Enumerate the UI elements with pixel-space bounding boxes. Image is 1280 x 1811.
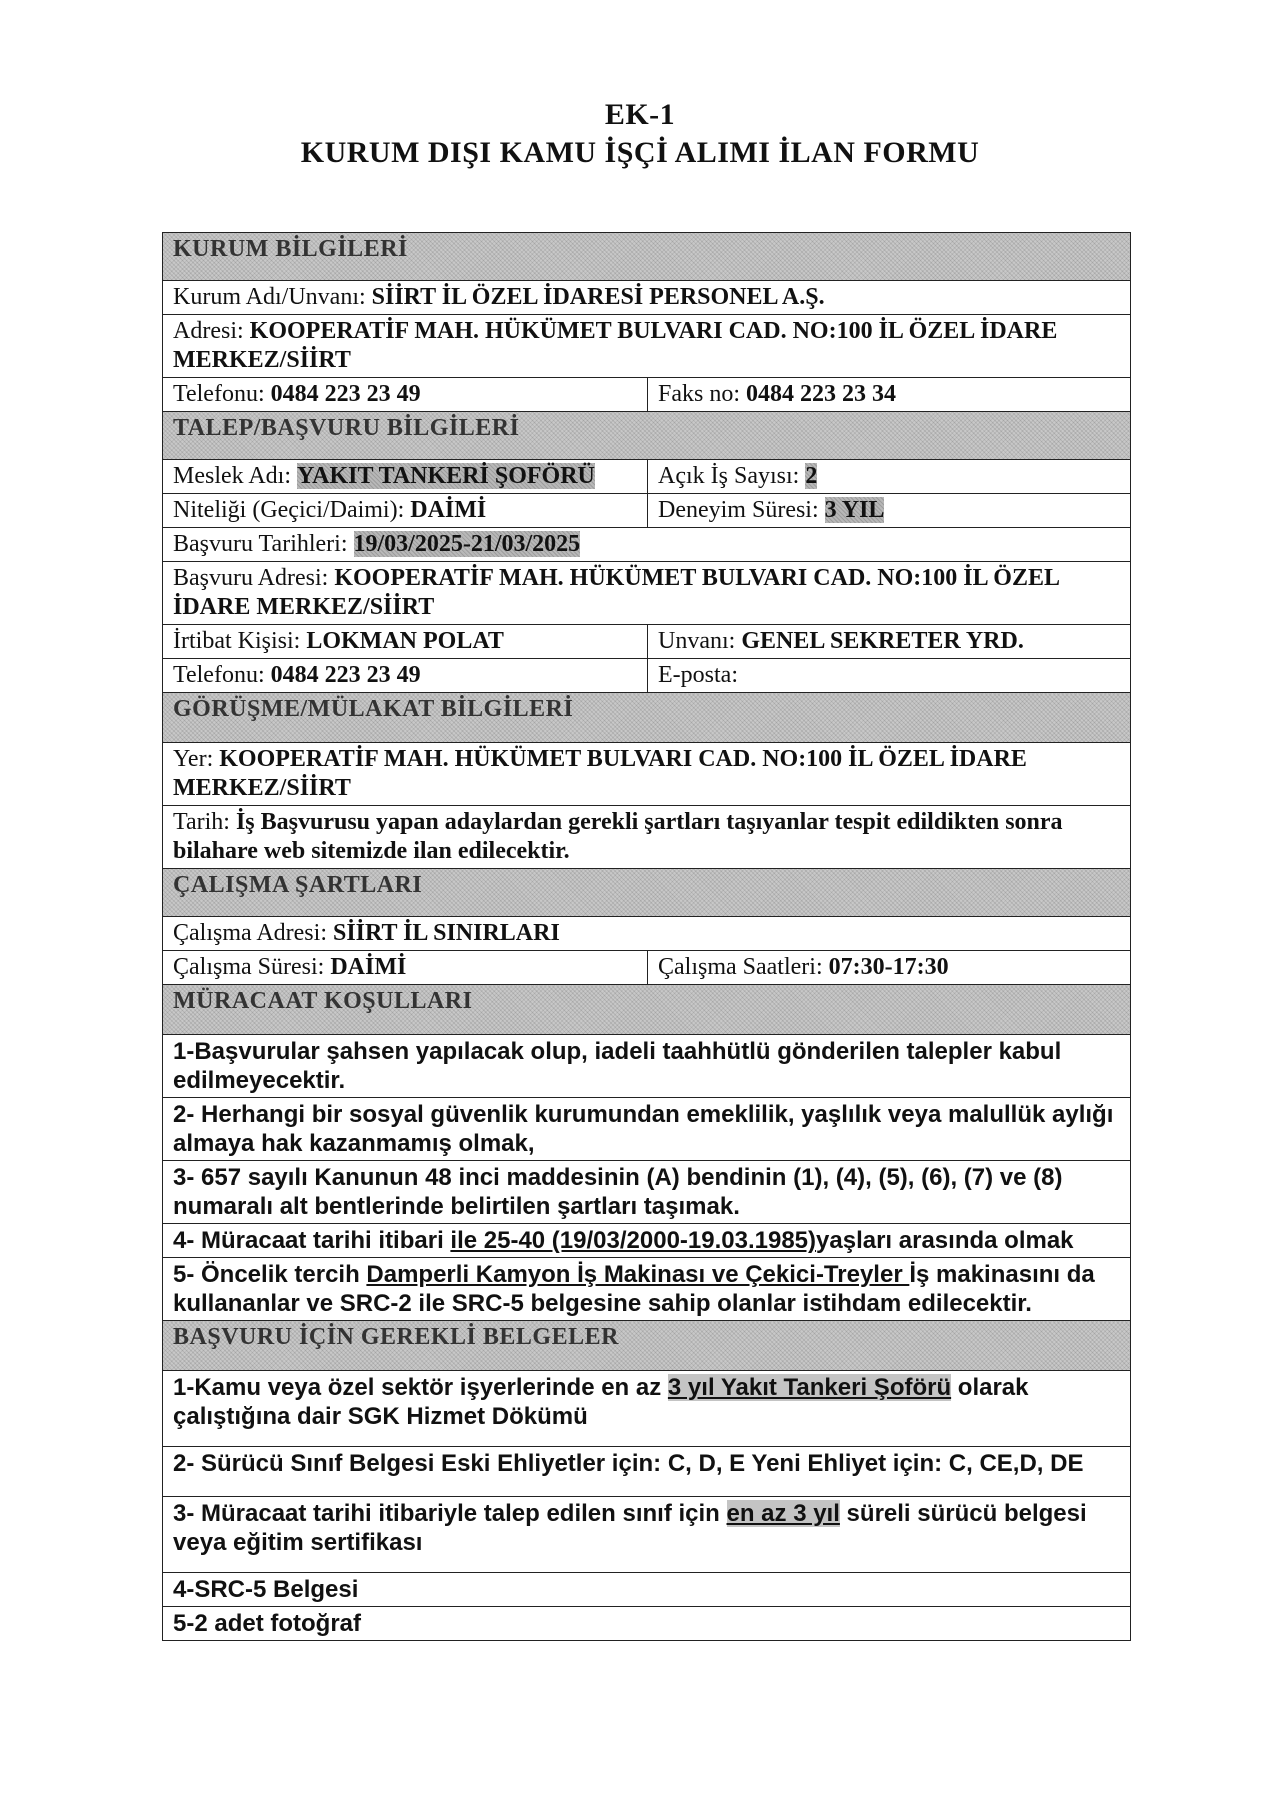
work-address-label: Çalışma Adresi:: [173, 920, 333, 946]
contact-phone-value: 0484 223 23 49: [270, 662, 421, 688]
interview-place-label: Yer:: [173, 746, 220, 772]
section-talep-header: TALEP/BAŞVURU BİLGİLERİ: [163, 412, 1131, 460]
work-duration-value: DAİMİ: [330, 954, 407, 980]
kurum-phone-cell: [163, 378, 648, 412]
application-address-label: Başvuru Adresi:: [173, 565, 335, 591]
interview-date-row: [163, 806, 1131, 869]
occupation-value: YAKIT TANKERİ ŞOFÖRÜ: [297, 463, 595, 489]
section-belgeler-header: BAŞVURU İÇİN GEREKLİ BELGELER: [163, 1321, 1131, 1371]
kurum-phone-value: 0484 223 23 49: [270, 381, 421, 407]
contact-person-cell: [163, 625, 648, 659]
form-code: EK-1: [604, 98, 676, 131]
condition-1: 1-Başvurular şahsen yapılacak olup, iadeli taahhütlü gönderilen talepler kabul edilmeyecektir.: [163, 1035, 1131, 1098]
document-3-part-a: 3- Müracaat tarihi itibariyle talep edilen sınıf için: [173, 1500, 727, 1527]
document-3-part-c: süreli sürücü belgesi veya eğitim sertifikası: [173, 1500, 1087, 1556]
work-address-row: [163, 917, 1131, 951]
condition-4-age-range: ile 25-40 (19/03/2000-19.03.1985): [450, 1227, 817, 1254]
contact-title-cell: [648, 625, 1131, 659]
interview-date-label: Tarih:: [173, 809, 236, 835]
work-duration-label: Çalışma Süresi:: [173, 954, 331, 980]
work-hours-value: 07:30-17:30: [828, 954, 949, 980]
condition-4-part-c: yaşları arasında olmak: [816, 1227, 1074, 1254]
nature-label: Niteliği (Geçici/Daimi):: [173, 497, 411, 523]
kurum-phone-label: Telefonu:: [173, 381, 271, 407]
kurum-fax-value: 0484 223 23 34: [746, 381, 897, 407]
kurum-name-label: Kurum Adı/Unvanı:: [173, 284, 372, 310]
open-positions-label: Açık İş Sayısı:: [658, 463, 806, 489]
application-form-table: [162, 232, 1131, 1641]
document-5: 5-2 adet fotoğraf: [163, 1607, 1131, 1641]
document-1-part-c: olarak çalıştığına dair SGK Hizmet Dökümü: [173, 1374, 1029, 1430]
section-gorusme-header: GÖRÜŞME/MÜLAKAT BİLGİLERİ: [163, 693, 1131, 743]
experience-value: 3 YIL: [824, 497, 885, 523]
experience-cell: [648, 494, 1131, 528]
occupation-cell: [163, 460, 648, 494]
nature-value: DAİMİ: [410, 497, 487, 523]
work-hours-cell: [648, 951, 1131, 985]
interview-place-value: KOOPERATİF MAH. HÜKÜMET BULVARI CAD. NO:100 İL ÖZEL İDARE MERKEZ/SİİRT: [173, 746, 1027, 801]
contact-person-value: LOKMAN POLAT: [306, 628, 504, 654]
application-address-value: KOOPERATİF MAH. HÜKÜMET BULVARI CAD. NO:100 İL ÖZEL İDARE MERKEZ/SİİRT: [173, 565, 1059, 620]
document-2: 2- Sürücü Sınıf Belgesi Eski Ehliyetler için: C, D, E Yeni Ehliyet için: C, CE,D, DE: [163, 1447, 1131, 1497]
condition-5-part-a: 5- Öncelik tercih: [173, 1261, 367, 1288]
contact-person-label: İrtibat Kişisi:: [173, 628, 307, 654]
work-hours-label: Çalışma Saatleri:: [658, 954, 829, 980]
condition-4: [163, 1224, 1131, 1258]
kurum-fax-cell: [648, 378, 1131, 412]
kurum-address-label: Adresi:: [173, 318, 250, 344]
document-1: [163, 1371, 1131, 1447]
application-dates-label: Başvuru Tarihleri:: [173, 531, 354, 557]
contact-title-value: GENEL SEKRETER YRD.: [741, 628, 1024, 654]
work-duration-cell: [163, 951, 648, 985]
condition-5: [163, 1258, 1131, 1321]
kurum-fax-label: Faks no:: [658, 381, 747, 407]
document-3-highlight: en az 3 yıl: [726, 1500, 840, 1527]
condition-3: 3- 657 sayılı Kanunun 48 inci maddesinin (A) bendinin (1), (4), (5), (6), (7) ve (8) numaralı alt bentlerinde belirtilen şartları taşımak.: [163, 1161, 1131, 1224]
nature-cell: [163, 494, 648, 528]
contact-title-label: Unvanı:: [658, 628, 742, 654]
contact-email-label: E-posta:: [658, 662, 738, 688]
open-positions-cell: [648, 460, 1131, 494]
kurum-name-value: SİİRT İL ÖZEL İDARESİ PERSONEL A.Ş.: [371, 284, 825, 310]
document-3: [163, 1497, 1131, 1573]
condition-5-part-c: İş makinasını da kullananlar ve SRC-2 ile SRC-5 belgesine sahip olanlar istihdam edilecektir.: [173, 1261, 1095, 1317]
work-address-value: SİİRT İL SINIRLARI: [332, 920, 560, 946]
section-kurum-header: KURUM BİLGİLERİ: [163, 233, 1131, 281]
section-calisma-header: ÇALIŞMA ŞARTLARI: [163, 869, 1131, 917]
document-4: 4-SRC-5 Belgesi: [163, 1573, 1131, 1607]
kurum-address-value: KOOPERATİF MAH. HÜKÜMET BULVARI CAD. NO:100 İL ÖZEL İDARE MERKEZ/SİİRT: [173, 318, 1058, 373]
condition-4-part-a: 4- Müracaat tarihi itibari: [173, 1227, 451, 1254]
contact-phone-cell: [163, 659, 648, 693]
application-dates-value: 19/03/2025-21/03/2025: [353, 531, 581, 557]
document-1-part-a: 1-Kamu veya özel sektör işyerlerinde en az: [173, 1374, 668, 1401]
kurum-name-row: [163, 281, 1131, 315]
interview-date-value: İş Başvurusu yapan adaylardan gerekli şartları taşıyanlar tespit edildikten sonra bilahare web sitemizde ilan edilecektir.: [173, 809, 1063, 864]
open-positions-value: 2: [805, 463, 818, 489]
section-muracaat-header: MÜRACAAT KOŞULLARI: [163, 985, 1131, 1035]
contact-phone-label: Telefonu:: [173, 662, 271, 688]
experience-label: Deneyim Süresi:: [658, 497, 825, 523]
condition-2: 2- Herhangi bir sosyal güvenlik kurumundan emeklilik, yaşlılık veya malullük aylığı almaya hak kazanmamış olmak,: [163, 1098, 1131, 1161]
document-1-highlight: 3 yıl Yakıt Tankeri Şoförü: [667, 1374, 952, 1401]
application-dates-row: [163, 528, 1131, 562]
occupation-label: Meslek Adı:: [173, 463, 297, 489]
kurum-address-row: [163, 315, 1131, 378]
interview-place-row: [163, 743, 1131, 806]
contact-email-cell: [648, 659, 1131, 693]
form-title: KURUM DIŞI KAMU İŞÇİ ALIMI İLAN FORMU: [300, 136, 980, 169]
condition-5-machines: Damperli Kamyon İş Makinası ve Çekici-Treyler: [366, 1261, 910, 1288]
application-address-row: [163, 562, 1131, 625]
